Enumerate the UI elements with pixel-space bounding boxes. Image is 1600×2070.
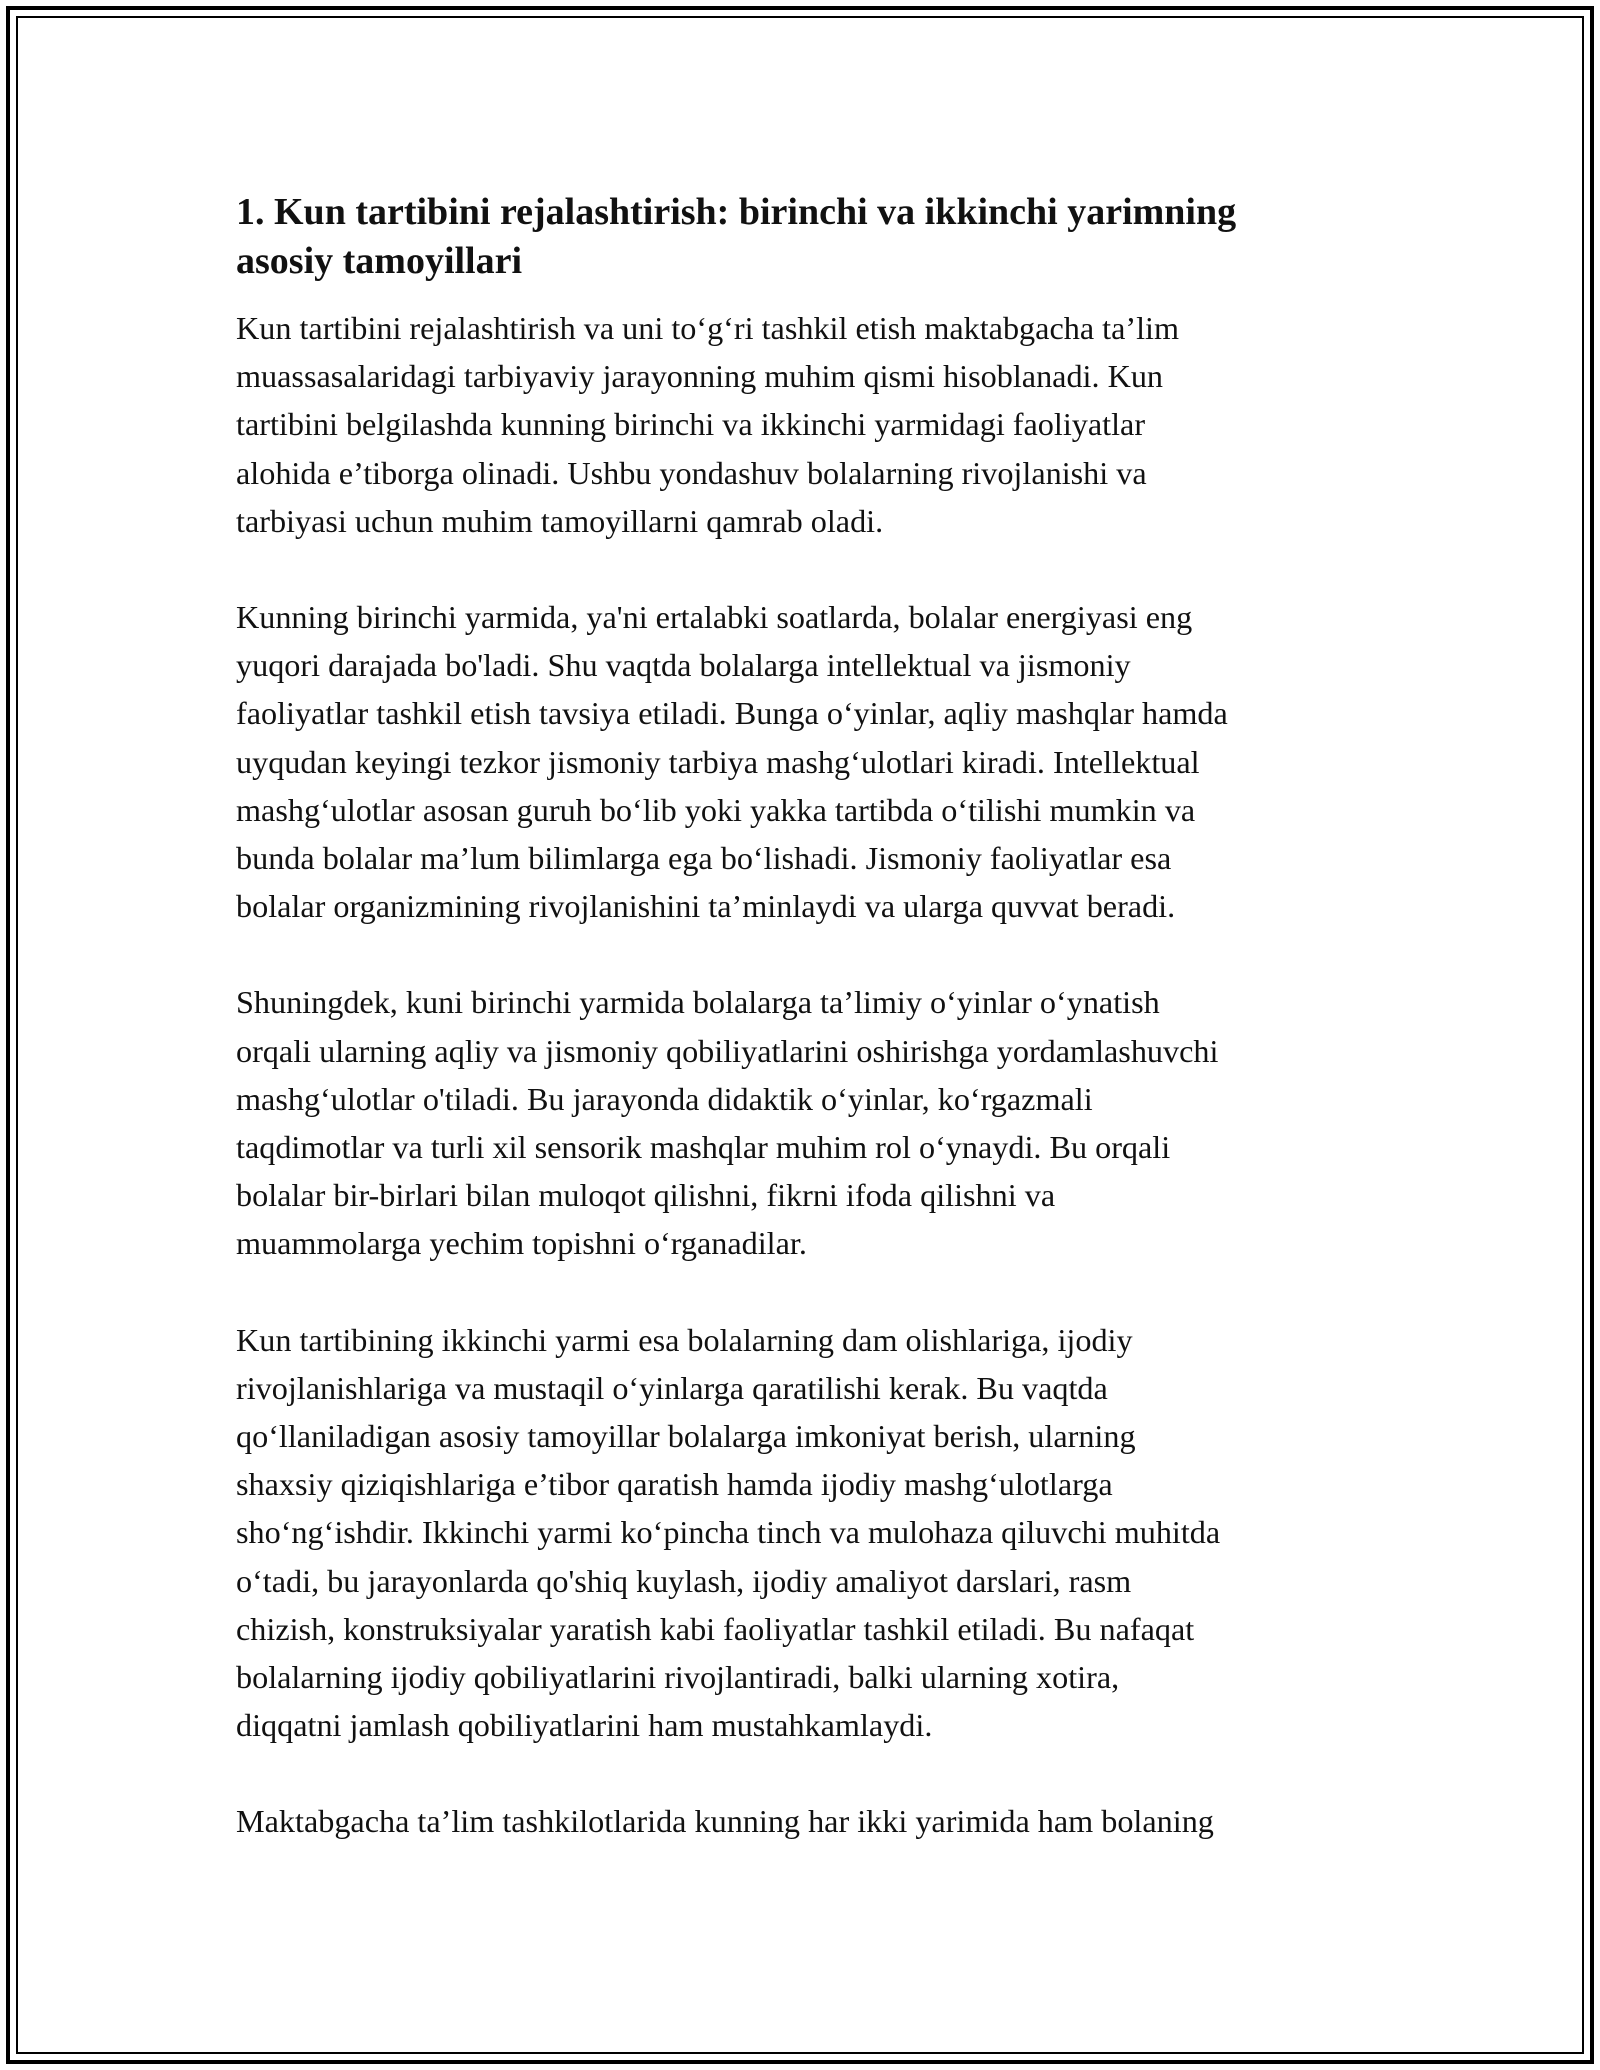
text-line: bolalar bir-birlari bilan muloqot qilishni, fikrni ifoda qilishni va [236,1177,1056,1214]
text-line: Maktabgacha ta’lim tashkilotlarida kunning har ikki yarimida ham bolaning [236,1803,1214,1840]
text-line: shaxsiy qiziqishlariga e’tibor qaratish hamda ijodiy mashg‘ulotlarga [236,1466,1113,1503]
section-heading [236,188,1386,286]
paragraph-1 [236,304,1386,545]
text-line: bolalarning ijodiy qobiliyatlarini rivojlantiradi, balki ularning xotira, [236,1659,1120,1696]
text-line: bunda bolalar ma’lum bilimlarga ega bo‘lishadi. Jismoniy faoliyatlar esa [236,840,1172,877]
text-line: chizish, konstruksiyalar yaratish kabi faoliyatlar tashkil etiladi. Bu nafaqat [236,1610,1195,1647]
text-line: o‘tadi, bu jarayonlarda qo'shiq kuylash, ijodiy amaliyot darslari, rasm [236,1562,1132,1599]
heading-line: 1. Kun tartibini rejalashtirish: birinchi va ikkinchi yarimning [236,191,1237,233]
paragraph-3 [236,978,1386,1267]
text-line: orqali ularning aqliy va jismoniy qobiliyatlarini oshirishga yordamlashuvchi [236,1032,1219,1069]
document-body [236,304,1386,1846]
text-line: Kun tartibini rejalashtirish va uni to‘g‘ri tashkil etish maktabgacha ta’lim [236,310,1180,346]
text-line: Shuningdek, kuni birinchi yarmida bolalarga ta’limiy o‘yinlar o‘ynatish [236,984,1160,1021]
text-line: Kunning birinchi yarmida, ya'ni ertalabki soatlarda, bolalar energiyasi eng [236,599,1193,636]
text-line: alohida e’tiborga olinadi. Ushbu yondashuv bolalarning rivojlanishi va [236,454,1147,491]
paragraph-2 [236,593,1386,930]
text-line: qo‘llaniladigan asosiy tamoyillar bolalarga imkoniyat berish, ularning [236,1418,1136,1455]
text-line: taqdimotlar va turli xil sensorik mashqlar muhim rol o‘ynaydi. Bu orqali [236,1129,1171,1166]
paragraph-5 [236,1797,1386,1845]
text-line: yuqori darajada bo'ladi. Shu vaqtda bolalarga intellektual va jismoniy [236,647,1131,684]
text-line: tarbiyasi uchun muhim tamoyillarni qamrab oladi. [236,502,884,539]
text-line: muassasalaridagi tarbiyaviy jarayonning muhim qismi hisoblanadi. Kun [236,358,1164,395]
text-line: Kun tartibining ikkinchi yarmi esa bolalarning dam olishlariga, ijodiy [236,1321,1133,1358]
text-line: mashg‘ulotlar o'tiladi. Bu jarayonda didaktik o‘yinlar, ko‘rgazmali [236,1080,1093,1117]
text-line: mashg‘ulotlar asosan guruh bo‘lib yoki yakka tartibda o‘tilishi mumkin va [236,791,1196,828]
text-line: sho‘ng‘ishdir. Ikkinchi yarmi ko‘pincha tinch va mulohaza qiluvchi muhitda [236,1514,1221,1551]
document-content [236,188,1386,1894]
text-line: tartibini belgilashda kunning birinchi va ikkinchi yarmidagi faoliyatlar [236,406,1146,443]
text-line: uyqudan keyingi tezkor jismoniy tarbiya mashg‘ulotlari kiradi. Intellektual [236,743,1200,780]
text-line: muammolarga yechim topishni o‘rganadilar. [236,1225,807,1262]
text-line: diqqatni jamlash qobiliyatlarini ham mustahkamlaydi. [236,1707,933,1744]
paragraph-4 [236,1316,1386,1750]
text-line: rivojlanishlariga va mustaqil o‘yinlarga qaratilishi kerak. Bu vaqtda [236,1369,1108,1406]
text-line: bolalar organizmining rivojlanishini ta’minlaydi va ularga quvvat beradi. [236,888,1176,925]
heading-line: asosiy tamoyillari [236,240,523,282]
text-line: faoliyatlar tashkil etish tavsiya etiladi. Bunga o‘yinlar, aqliy mashqlar hamda [236,695,1228,732]
